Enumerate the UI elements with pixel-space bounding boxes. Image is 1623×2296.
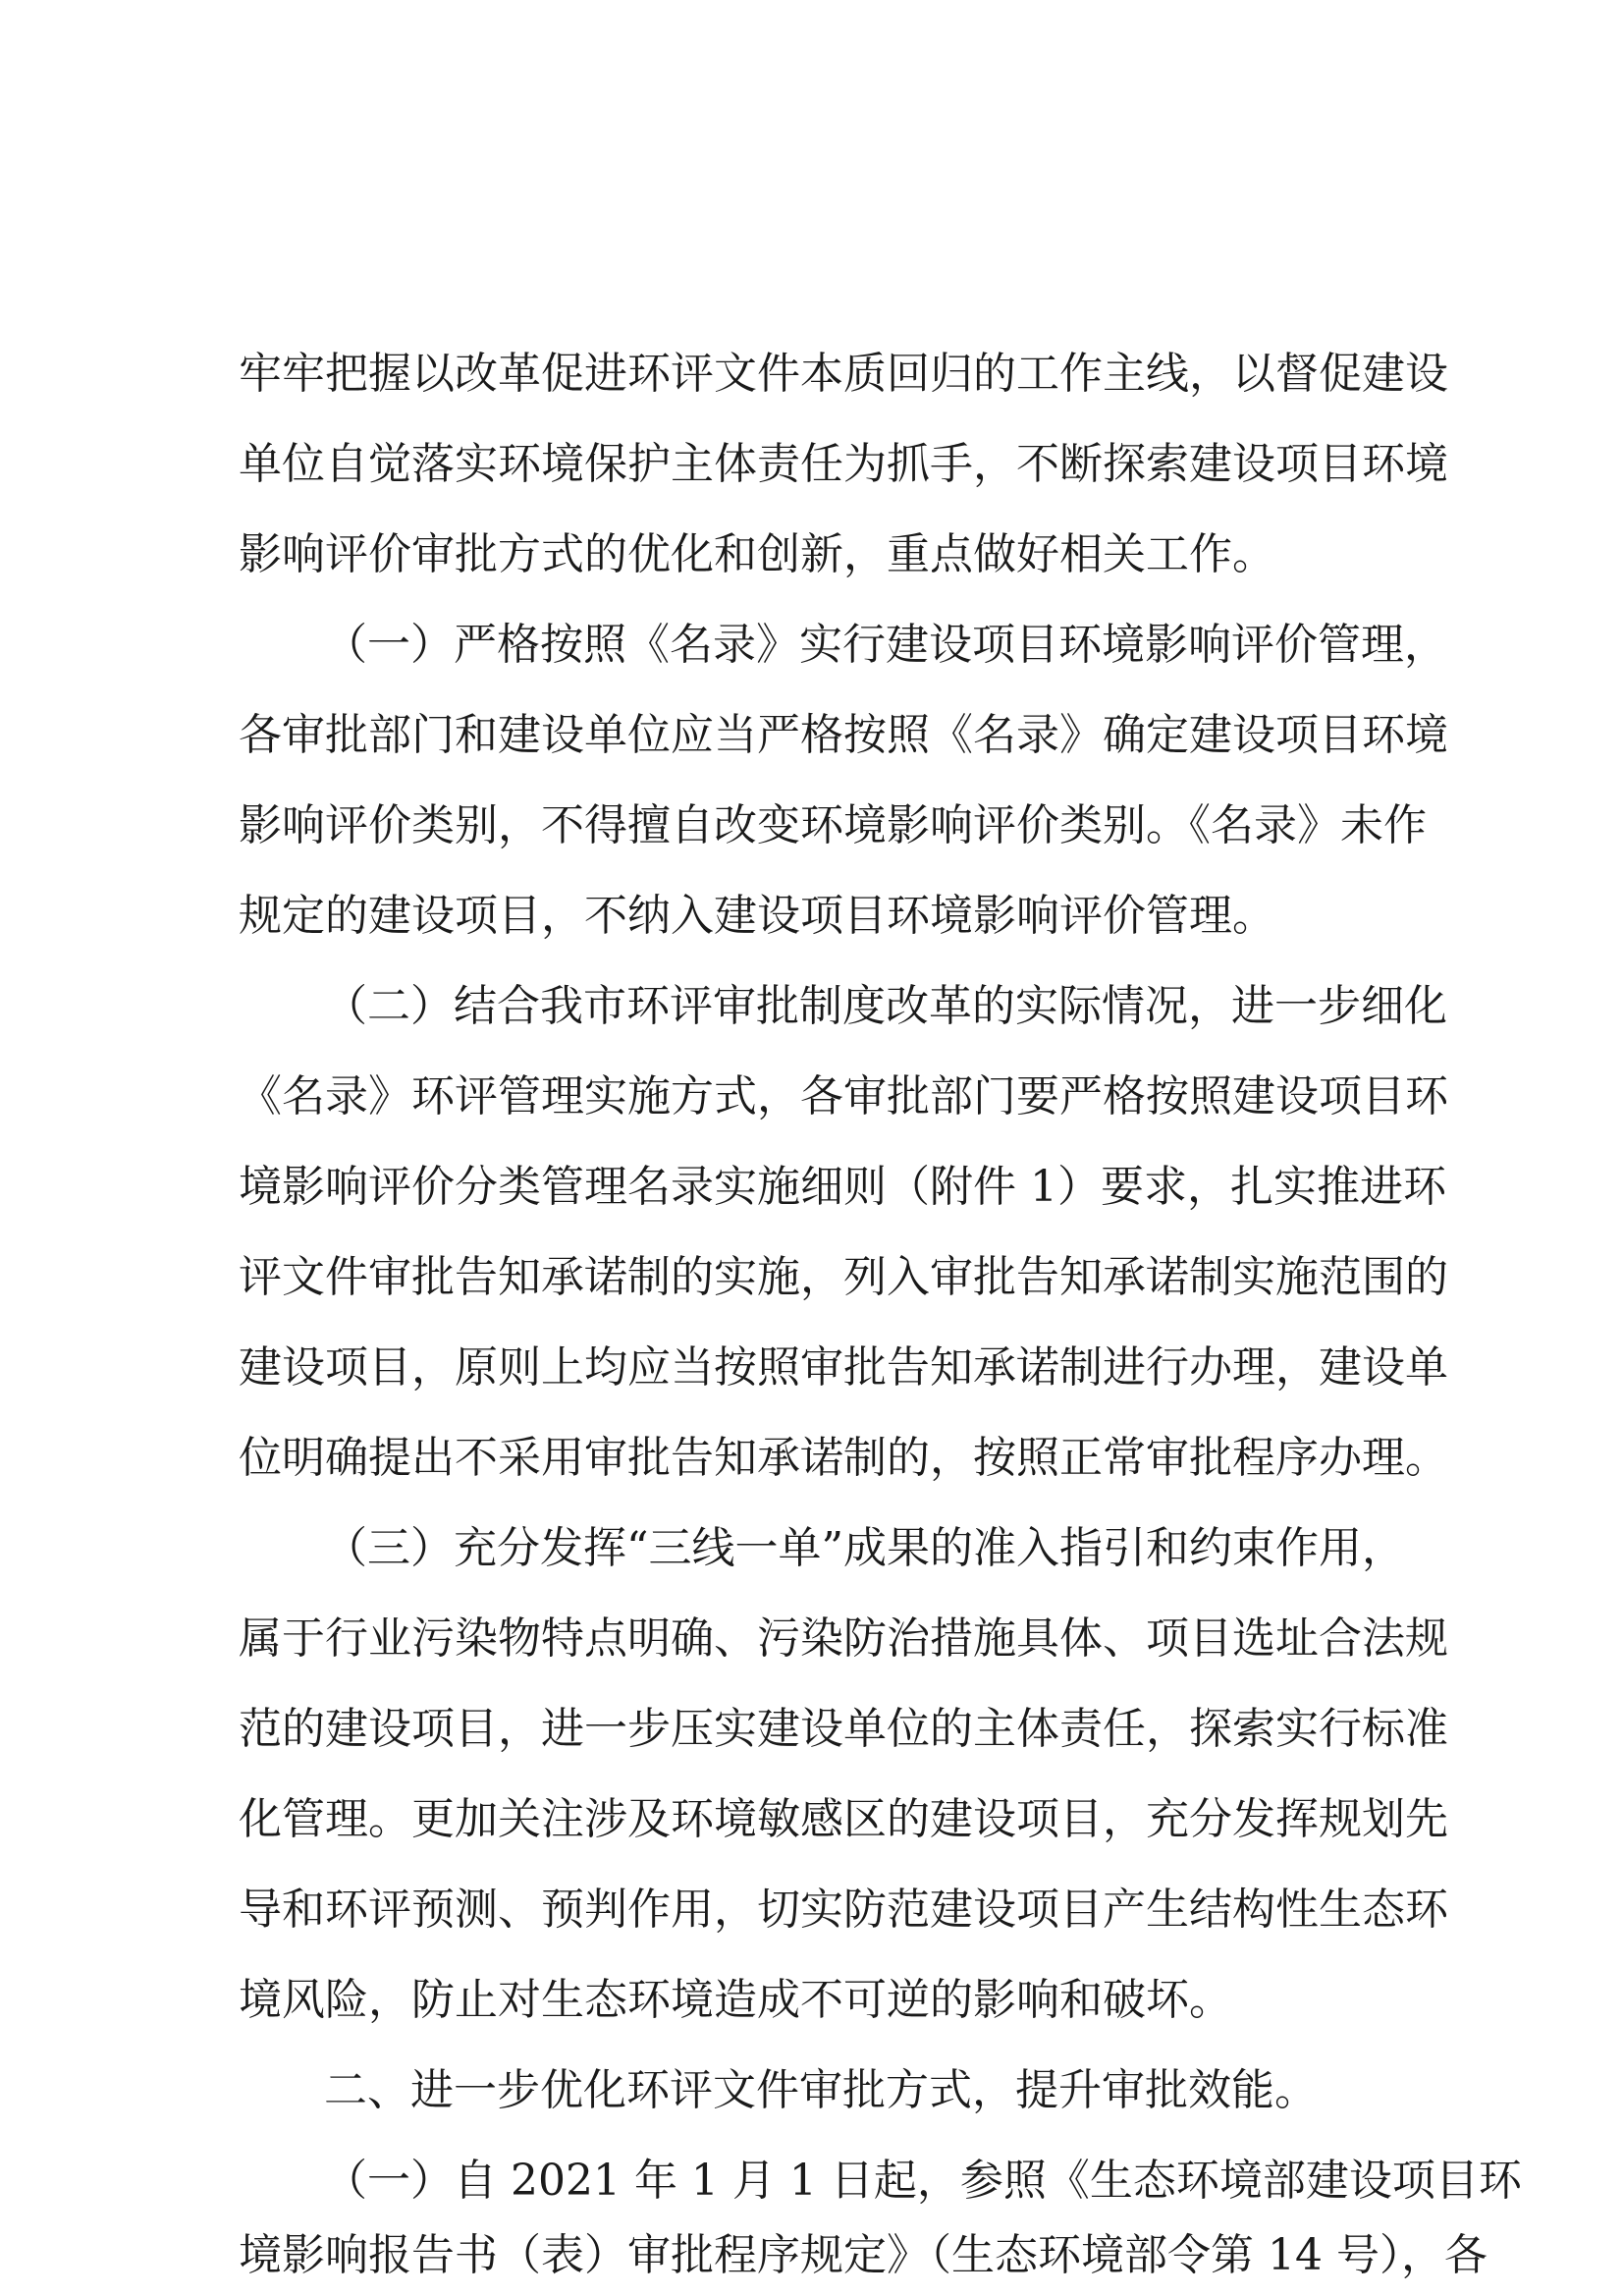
text-line: 范的建设项目，进一步压实建设单位的主体责任，探索实行标准 bbox=[239, 1704, 1448, 1754]
text-line: （三）充分发挥“三线一单”成果的准入指引和约束作用， bbox=[324, 1523, 1405, 1573]
text-line: 评文件审批告知承诺制的实施，列入审批告知承诺制实施范围的 bbox=[239, 1252, 1448, 1302]
text-line: 影响评价审批方式的优化和创新，重点做好相关工作。 bbox=[239, 529, 1275, 579]
text-line: 建设项目，原则上均应当按照审批告知承诺制进行办理，建设单 bbox=[239, 1342, 1448, 1393]
text-line: 位明确提出不采用审批告知承诺制的，按照正常审批程序办理。 bbox=[239, 1433, 1448, 1483]
text-line: 牢牢把握以改革促进环评文件本质回归的工作主线，以督促建设 bbox=[239, 349, 1448, 399]
section-heading: 二、进一步优化环评文件审批方式，提升审批效能。 bbox=[324, 2065, 1318, 2115]
text-line: 属于行业污染物特点明确、污染防治措施具体、项目选址合法规 bbox=[239, 1613, 1448, 1664]
text-line: （二）结合我市环评审批制度改革的实际情况，进一步细化 bbox=[324, 981, 1447, 1031]
text-line: 影响评价类别，不得擅自改变环境影响评价类别。《名录》未作 bbox=[239, 800, 1427, 850]
text-line: （一）严格按照《名录》实行建设项目环境影响评价管理， bbox=[324, 620, 1447, 670]
text-line: 各审批部门和建设单位应当严格按照《名录》确定建设项目环境 bbox=[239, 710, 1448, 760]
text-line: （一）自 2021 年 1 月 1 日起，参照《生态环境部建设项目环 bbox=[324, 2156, 1522, 2206]
text-line: 规定的建设项目，不纳入建设项目环境影响评价管理。 bbox=[239, 891, 1275, 941]
text-line: 境风险，防止对生态环境造成不可逆的影响和破坏。 bbox=[239, 1975, 1232, 2025]
text-line: 化管理。更加关注涉及环境敏感区的建设项目，充分发挥规划先 bbox=[239, 1794, 1448, 1844]
text-line: 单位自觉落实环境保护主体责任为抓手，不断探索建设项目环境 bbox=[239, 439, 1448, 489]
text-line: 导和环评预测、预判作用，切实防范建设项目产生结构性生态环 bbox=[239, 1885, 1448, 1935]
text-line: 境影响报告书（表）审批程序规定》（生态环境部令第 14 号），各 bbox=[239, 2230, 1488, 2280]
text-line: 境影响评价分类管理名录实施细则（附件 1）要求，扎实推进环 bbox=[239, 1162, 1446, 1212]
text-line: 《名录》环评管理实施方式，各审批部门要严格按照建设项目环 bbox=[239, 1071, 1448, 1121]
